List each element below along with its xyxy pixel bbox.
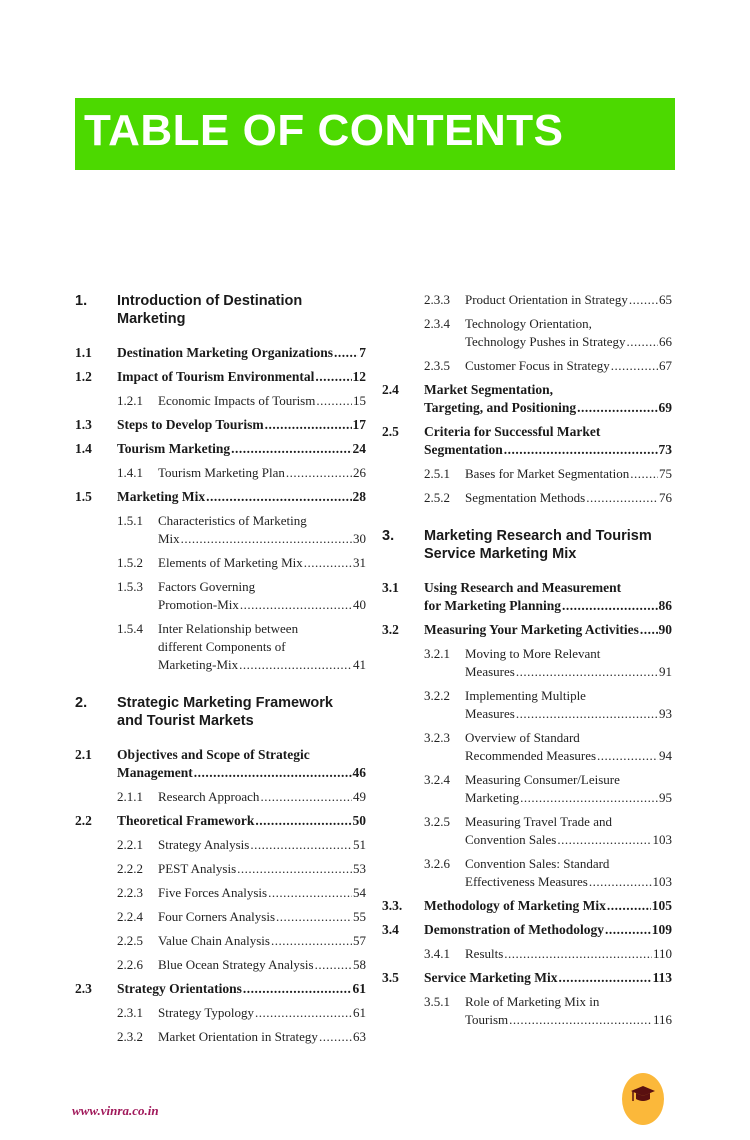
- toc-page-number: 90: [658, 622, 672, 637]
- toc-number: 3.1: [382, 580, 399, 595]
- toc-page-number: 28: [352, 489, 366, 504]
- toc-number: 1.2: [75, 369, 92, 384]
- toc-number: 2.4: [382, 382, 399, 397]
- toc-title: Economic Impacts of Tourism: [158, 393, 316, 408]
- toc-page-number: 110: [652, 946, 672, 961]
- toc-title: Steps to Develop Tourism: [117, 417, 264, 432]
- dot-leader: [586, 489, 658, 507]
- dot-leader: [250, 836, 352, 854]
- toc-number: 2.5.2: [424, 490, 450, 505]
- toc-number: 2.3.5: [424, 358, 450, 373]
- toc-number: 3.2.3: [424, 730, 450, 745]
- toc-title: Implementing Multiple: [465, 688, 586, 703]
- toc-title: Blue Ocean Strategy Analysis: [158, 957, 314, 972]
- toc-number: 2.3.2: [117, 1029, 143, 1044]
- toc-entry-body: [424, 969, 672, 987]
- toc-entry-body: [465, 945, 672, 963]
- toc-page-number: 30: [353, 531, 366, 546]
- toc-entry-body: [465, 357, 672, 375]
- toc-page-number: 86: [658, 598, 672, 613]
- toc-page-number: 51: [353, 837, 366, 852]
- toc-page-number: 93: [659, 706, 672, 721]
- dot-leader: [260, 788, 352, 806]
- toc-entry-body: [117, 694, 366, 730]
- toc-title: Marketing: [117, 311, 186, 327]
- toc-page-number: 75: [659, 466, 672, 481]
- toc-entry-body: [424, 579, 672, 615]
- toc-title: Measures: [465, 664, 515, 679]
- toc-number: 2.2.2: [117, 861, 143, 876]
- toc-number: 2.3.4: [424, 316, 450, 331]
- toc-title: Technology Pushes in Strategy: [465, 334, 626, 349]
- toc-entry-body: [465, 687, 672, 723]
- toc-title: Segmentation: [424, 442, 503, 457]
- toc-number: 2.2: [75, 813, 92, 828]
- toc-title: Strategy Typology: [158, 1005, 254, 1020]
- toc-entry-body: [158, 512, 366, 548]
- toc-number: 2.1.1: [117, 789, 143, 804]
- toc-title: Marketing-Mix: [158, 657, 239, 672]
- toc-page-number: 105: [651, 898, 672, 913]
- toc-number: 1.2.1: [117, 393, 143, 408]
- toc-title: Convention Sales: Standard: [465, 856, 610, 871]
- dot-leader: [319, 1028, 352, 1046]
- toc-number: 2.2.6: [117, 957, 143, 972]
- toc-number: 2.2.4: [117, 909, 143, 924]
- toc-page-number: 50: [352, 813, 366, 828]
- toc-page-number: 66: [659, 334, 672, 349]
- dot-leader: [334, 344, 358, 362]
- toc-entry-body: [158, 464, 366, 482]
- toc-entry-body: [117, 488, 366, 506]
- toc-page-number: 53: [353, 861, 366, 876]
- toc-page-number: 55: [353, 909, 366, 924]
- toc-title: Recommended Measures: [465, 748, 597, 763]
- toc-entry-body: [424, 921, 672, 939]
- toc-page-number: 49: [353, 789, 366, 804]
- toc-page-number: 116: [652, 1012, 672, 1027]
- toc-page-number: 95: [659, 790, 672, 805]
- toc-page-number: 63: [353, 1029, 366, 1044]
- dot-leader: [271, 932, 352, 950]
- toc-title: Introduction of Destination: [117, 293, 303, 309]
- toc-title: Tourism Marketing: [117, 441, 231, 456]
- dot-leader: [315, 368, 351, 386]
- toc-page-number: 54: [353, 885, 366, 900]
- toc-number: 2.: [75, 695, 88, 711]
- toc-title: Theoretical Framework: [117, 813, 255, 828]
- dot-leader: [597, 747, 658, 765]
- toc-entry-body: [465, 645, 672, 681]
- toc-entry-body: [465, 465, 672, 483]
- toc-number: 3.4.1: [424, 946, 450, 961]
- toc-number: 1.5.3: [117, 579, 143, 594]
- toc-number: 2.5.1: [424, 466, 450, 481]
- dot-leader: [181, 530, 352, 548]
- toc-title: Demonstration of Methodology: [424, 922, 604, 937]
- toc-entry-body: [117, 344, 366, 362]
- dot-leader: [562, 597, 657, 615]
- toc-title: Criteria for Successful Market: [424, 424, 601, 439]
- toc-title: Strategy Analysis: [158, 837, 250, 852]
- dot-leader: [630, 465, 658, 483]
- toc-title: Impact of Tourism Environmental: [117, 369, 315, 384]
- dot-leader: [265, 416, 352, 434]
- toc-title: Market Segmentation,: [424, 382, 553, 397]
- toc-title: Marketing Mix: [117, 489, 206, 504]
- toc-entry-body: [117, 416, 366, 434]
- toc-number: 2.2.5: [117, 933, 143, 948]
- toc-entry-body: [117, 368, 366, 386]
- toc-page-number: 91: [659, 664, 672, 679]
- toc-entry-body: [158, 884, 366, 902]
- toc-title: Strategy Orientations: [117, 981, 242, 996]
- footer-website-link[interactable]: www.vinra.co.in: [72, 1103, 159, 1118]
- toc-title: PEST Analysis: [158, 861, 237, 876]
- toc-number: 2.2.3: [117, 885, 143, 900]
- toc-page-number: 17: [352, 417, 366, 432]
- toc-number: 1.: [75, 293, 88, 309]
- toc-number: 1.5.1: [117, 513, 143, 528]
- dot-leader: [286, 464, 352, 482]
- toc-title: different Components of: [158, 639, 286, 654]
- dot-leader: [194, 764, 352, 782]
- graduation-cap-icon: [630, 1085, 656, 1107]
- toc-number: 1.5: [75, 489, 92, 504]
- toc-entry-body: [465, 729, 672, 765]
- toc-entry-body: [158, 1028, 366, 1046]
- toc-number: 1.5.4: [117, 621, 143, 636]
- toc-page-number: 103: [652, 874, 672, 889]
- toc-entry-body: [158, 392, 366, 410]
- toc-title: Convention Sales: [465, 832, 557, 847]
- toc-title: Tourism Marketing Plan: [158, 465, 285, 480]
- toc-title: Mix: [158, 531, 180, 546]
- toc-entry-body: [158, 578, 366, 614]
- toc-page-number: 7: [359, 345, 366, 360]
- toc-entry-body: [158, 860, 366, 878]
- toc-number: 3.5.1: [424, 994, 450, 1009]
- toc-entry-body: [117, 746, 366, 782]
- toc-title: Five Forces Analysis: [158, 885, 268, 900]
- toc-number: 1.3: [75, 417, 92, 432]
- toc-number: 3.2.5: [424, 814, 450, 829]
- toc-entry-body: [465, 291, 672, 309]
- toc-number: 2.5: [382, 424, 399, 439]
- dot-leader: [611, 357, 658, 375]
- toc-number: 2.2.1: [117, 837, 143, 852]
- toc-entry-body: [424, 621, 672, 639]
- toc-entry-body: [158, 620, 366, 674]
- toc-title: Characteristics of Marketing: [158, 513, 307, 528]
- dot-leader: [607, 897, 651, 915]
- toc-title: Objectives and Scope of Strategic: [117, 747, 310, 762]
- toc-entry-body: [158, 554, 366, 572]
- toc-entry-body: [158, 1004, 366, 1022]
- toc-title: Product Orientation in Strategy: [465, 292, 628, 307]
- page-title: TABLE OF CONTENTS: [84, 106, 564, 155]
- toc-page-number: 65: [659, 292, 672, 307]
- toc-title: Methodology of Marketing Mix: [424, 898, 606, 913]
- toc-title: Strategic Marketing Framework: [117, 695, 333, 711]
- toc-title: Targeting, and Positioning: [424, 400, 577, 415]
- toc-page-number: 31: [353, 555, 366, 570]
- toc-title: Moving to More Relevant: [465, 646, 601, 661]
- toc-entry-body: [424, 423, 672, 459]
- dot-leader: [516, 663, 658, 681]
- toc-title: and Tourist Markets: [117, 713, 254, 729]
- toc-number: 2.3.1: [117, 1005, 143, 1020]
- toc-number: 3.4: [382, 922, 399, 937]
- title-banner: [75, 98, 675, 170]
- toc-title: Measuring Travel Trade and: [465, 814, 612, 829]
- toc-entry-body: [158, 932, 366, 950]
- toc-title: Bases for Market Segmentation: [465, 466, 630, 481]
- toc-page-number: 103: [652, 832, 672, 847]
- dot-leader: [509, 1011, 652, 1029]
- toc-entry-body: [117, 980, 366, 998]
- toc-title: Elements of Marketing Mix: [158, 555, 303, 570]
- toc-entry-body: [158, 788, 366, 806]
- toc-title: Measuring Your Marketing Activities: [424, 622, 639, 637]
- toc-entry-body: [465, 855, 672, 891]
- dot-leader: [243, 980, 352, 998]
- toc-title: Marketing: [465, 790, 520, 805]
- dot-leader: [558, 969, 651, 987]
- toc-number: 3.2.1: [424, 646, 450, 661]
- toc-title: Promotion-Mix: [158, 597, 239, 612]
- dot-leader: [627, 333, 659, 351]
- toc-number: 3.: [382, 528, 395, 544]
- toc-page-number: 41: [353, 657, 366, 672]
- dot-leader: [516, 705, 658, 723]
- toc-page-number: 24: [352, 441, 366, 456]
- dot-leader: [206, 488, 351, 506]
- toc-title: Using Research and Measurement: [424, 580, 622, 595]
- toc-title: Factors Governing: [158, 579, 256, 594]
- toc-entry-body: [465, 993, 672, 1029]
- toc-page-number: 40: [353, 597, 366, 612]
- dot-leader: [589, 873, 652, 891]
- toc-page-number: 61: [352, 981, 366, 996]
- toc-title: Market Orientation in Strategy: [158, 1029, 318, 1044]
- dot-leader: [316, 392, 352, 410]
- dot-leader: [640, 621, 658, 639]
- toc-number: 3.2: [382, 622, 399, 637]
- toc-number: 3.3.: [382, 898, 403, 913]
- toc-entry-body: [117, 292, 366, 328]
- dot-leader: [605, 921, 651, 939]
- dot-leader: [504, 441, 658, 459]
- toc-title: Research Approach: [158, 789, 260, 804]
- toc-title: Marketing Research and Tourism: [424, 528, 652, 544]
- toc-page-number: 61: [353, 1005, 366, 1020]
- toc-page-number: 76: [659, 490, 672, 505]
- toc-entry-body: [465, 771, 672, 807]
- toc-title: Overview of Standard: [465, 730, 580, 745]
- toc-entry-body: [158, 908, 366, 926]
- toc-number: 2.3.3: [424, 292, 450, 307]
- toc-title: for Marketing Planning: [424, 598, 562, 613]
- toc-page-number: 12: [352, 369, 366, 384]
- dot-leader: [304, 554, 352, 572]
- toc-number: 3.2.6: [424, 856, 450, 871]
- toc-page-number: 109: [651, 922, 672, 937]
- toc-entry-body: [117, 812, 366, 830]
- toc-number: 2.1: [75, 747, 92, 762]
- toc-title: Service Marketing Mix: [424, 970, 558, 985]
- dot-leader: [629, 291, 658, 309]
- toc-title: Measures: [465, 706, 515, 721]
- toc-number: 3.2.2: [424, 688, 450, 703]
- toc-entry-body: [117, 440, 366, 458]
- toc-page-number: 94: [659, 748, 672, 763]
- toc-title: Results: [465, 946, 504, 961]
- dot-leader: [255, 1004, 352, 1022]
- toc-page-number: 73: [658, 442, 672, 457]
- toc-title: Four Corners Analysis: [158, 909, 275, 924]
- toc-title: Tourism: [465, 1012, 509, 1027]
- toc-number: 1.4: [75, 441, 92, 456]
- toc-page-number: 67: [659, 358, 672, 373]
- toc-title: Value Chain Analysis: [158, 933, 270, 948]
- toc-page-number: 26: [353, 465, 366, 480]
- toc-entry-body: [158, 956, 366, 974]
- dot-leader: [240, 596, 352, 614]
- dot-leader: [577, 399, 657, 417]
- dot-leader: [239, 656, 352, 674]
- publisher-logo: [622, 1073, 664, 1125]
- toc-entry-body: [158, 836, 366, 854]
- toc-page-number: 15: [353, 393, 366, 408]
- toc-number: 2.3: [75, 981, 92, 996]
- toc-page-number: 46: [352, 765, 366, 780]
- toc-number: 1.1: [75, 345, 92, 360]
- dot-leader: [504, 945, 652, 963]
- dot-leader: [315, 956, 352, 974]
- dot-leader: [268, 884, 352, 902]
- toc-title: Management: [117, 765, 193, 780]
- toc-number: 1.4.1: [117, 465, 143, 480]
- toc-page-number: 58: [353, 957, 366, 972]
- dot-leader: [557, 831, 651, 849]
- toc-title: Technology Orientation,: [465, 316, 592, 331]
- toc-page-number: 69: [658, 400, 672, 415]
- toc-title: Effectiveness Measures: [465, 874, 588, 889]
- toc-entry-body: [465, 813, 672, 849]
- dot-leader: [276, 908, 352, 926]
- toc-title: Inter Relationship between: [158, 621, 299, 636]
- dot-leader: [255, 812, 351, 830]
- dot-leader: [237, 860, 352, 878]
- toc-title: Destination Marketing Organizations: [117, 345, 333, 360]
- toc-entry-body: [465, 489, 672, 507]
- toc-number: 3.5: [382, 970, 399, 985]
- toc-number: 1.5.2: [117, 555, 143, 570]
- dot-leader: [231, 440, 351, 458]
- toc-title: Customer Focus in Strategy: [465, 358, 610, 373]
- toc-title: Service Marketing Mix: [424, 546, 577, 562]
- toc-entry-body: [424, 527, 672, 563]
- toc-page-number: 113: [652, 970, 672, 985]
- dot-leader: [520, 789, 658, 807]
- toc-title: Segmentation Methods: [465, 490, 586, 505]
- toc-entry-body: [465, 315, 672, 351]
- toc-page-number: 57: [353, 933, 366, 948]
- toc-title: Role of Marketing Mix in: [465, 994, 600, 1009]
- toc-number: 3.2.4: [424, 772, 450, 787]
- toc-entry-body: [424, 897, 672, 915]
- toc-entry-body: [424, 381, 672, 417]
- toc-title: Measuring Consumer/Leisure: [465, 772, 620, 787]
